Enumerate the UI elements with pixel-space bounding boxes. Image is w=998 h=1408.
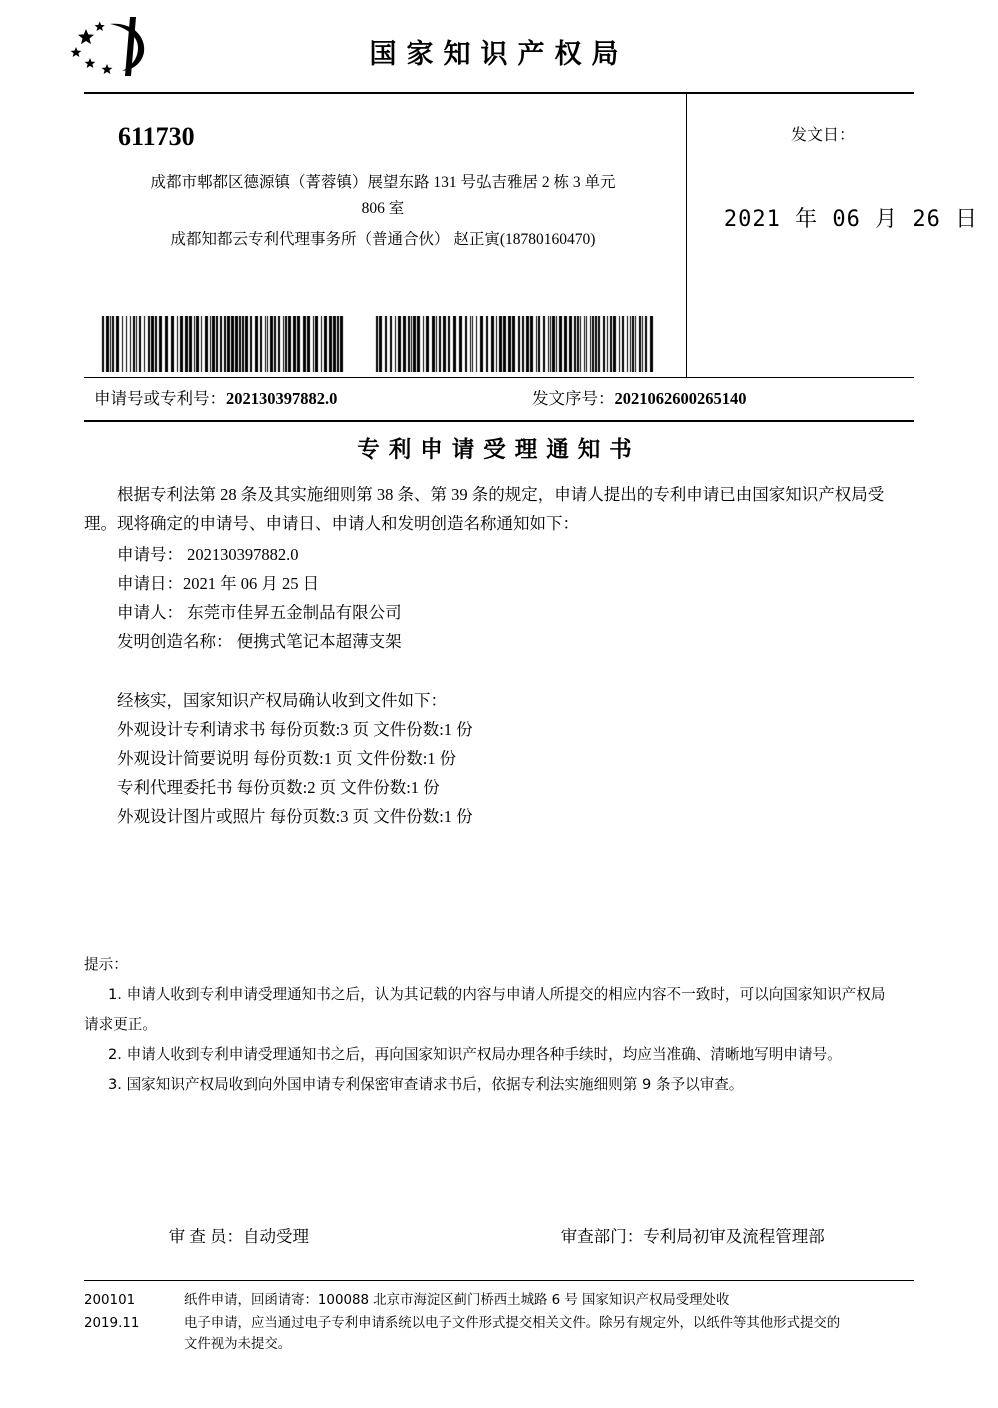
field-application-date: 申请日：2021 年 06 月 25 日 <box>117 574 320 593</box>
application-number-field <box>94 385 337 409</box>
recipient-agent-line: 成都知都云专利代理事务所（普通合伙） 赵正寅(18780160470) <box>170 231 596 248</box>
issue-date-label: 发文日： <box>791 127 856 144</box>
footer-divider <box>84 1280 914 1281</box>
verification-intro: 经核实，国家知识产权局确认收到文件如下： <box>117 691 447 710</box>
tips-section <box>84 952 918 1102</box>
tip-item-2: 2. 申请人收到专利申请受理通知书之后，再向国家知识产权局办理各种手续时，均应当准确、清晰地写明申请号。 <box>108 1046 842 1063</box>
tip-item-1-cont: 请求更正。 <box>84 1016 157 1033</box>
field-application-number: 申请号： 202130397882.0 <box>117 545 299 564</box>
recipient-number: 611730 <box>118 122 195 151</box>
tip-item-1: 1. 申请人收到专利申请受理通知书之后，认为其记载的内容与申请人所提交的相应内容不一致时，可以向国家知识产权局 <box>108 986 886 1003</box>
footer-line-2: 电子申请，应当通过电子专利申请系统以电子文件形式提交相关文件。除另有规定外，以纸件等其他形式提交的 <box>184 1316 841 1331</box>
barcode-serial-number <box>374 316 654 372</box>
serial-number-label: 发文序号： <box>532 389 615 408</box>
application-number-label: 申请号或专利号： <box>94 389 226 408</box>
department-field <box>536 1203 825 1267</box>
field-invention-title: 发明创造名称： 便携式笔记本超薄支架 <box>117 632 402 651</box>
issue-date-value: 2021 年 06 月 26 日 <box>723 207 979 232</box>
body-paragraph-1: 根据专利法第 28 条及其实施细则第 38 条、第 39 条的规定，申请人提出的专利申请已由国家知识产权局受理。现将确定的申请号、申请日、申请人和发明创造名称通知如下： <box>84 485 885 533</box>
document-body <box>84 480 914 831</box>
document-item-1: 外观设计专利请求书 每份页数:3 页 文件份数:1 份 <box>117 720 473 739</box>
document-header <box>0 0 998 92</box>
tips-label: 提示： <box>84 956 128 973</box>
field-applicant: 申请人： 东莞市佳昇五金制品有限公司 <box>117 603 402 622</box>
serial-number-field <box>532 385 747 409</box>
footer-line-1: 纸件申请，回函请寄：100088 北京市海淀区蓟门桥西土城路 6 号 国家知识产权局受理处收 <box>184 1293 730 1308</box>
document-item-3: 专利代理委托书 每份页数:2 页 文件份数:1 份 <box>117 778 440 797</box>
serial-number-value: 2021062600265140 <box>614 389 747 408</box>
department-value: 专利局初审及流程管理部 <box>643 1227 825 1246</box>
footer-line-3: 文件视为未提交。 <box>184 1337 292 1352</box>
recipient-address-line-1: 成都市郫都区德源镇（菁蓉镇）展望东路 131 号弘吉雅居 2 栋 3 单元 <box>150 174 616 191</box>
tip-item-3: 3. 国家知识产权局收到向外国申请专利保密审查请求书后，依据专利法实施细则第 9 条予以审查。 <box>108 1076 744 1093</box>
application-number-value: 202130397882.0 <box>226 389 338 408</box>
footer-code-1: 200101 <box>84 1293 136 1308</box>
examiner-field <box>144 1203 309 1267</box>
examiner-value: 自动受理 <box>243 1227 309 1246</box>
footer-code-2: 2019.11 <box>84 1316 140 1331</box>
organization-title: 国家知识产权局 <box>369 39 629 70</box>
examiner-label: 审 查 员： <box>168 1227 243 1246</box>
recipient-and-date-box <box>84 92 979 378</box>
document-item-2: 外观设计简要说明 每份页数:1 页 文件份数:1 份 <box>117 749 457 768</box>
document-item-4: 外观设计图片或照片 每份页数:3 页 文件份数:1 份 <box>117 807 473 826</box>
number-row <box>84 375 914 422</box>
vertical-divider <box>686 94 687 377</box>
barcode-application-number <box>100 316 345 372</box>
page-title: 专利申请受理通知书 <box>357 437 641 463</box>
recipient-address-line-2: 806 室 <box>361 200 405 217</box>
department-label: 审查部门： <box>560 1227 644 1246</box>
